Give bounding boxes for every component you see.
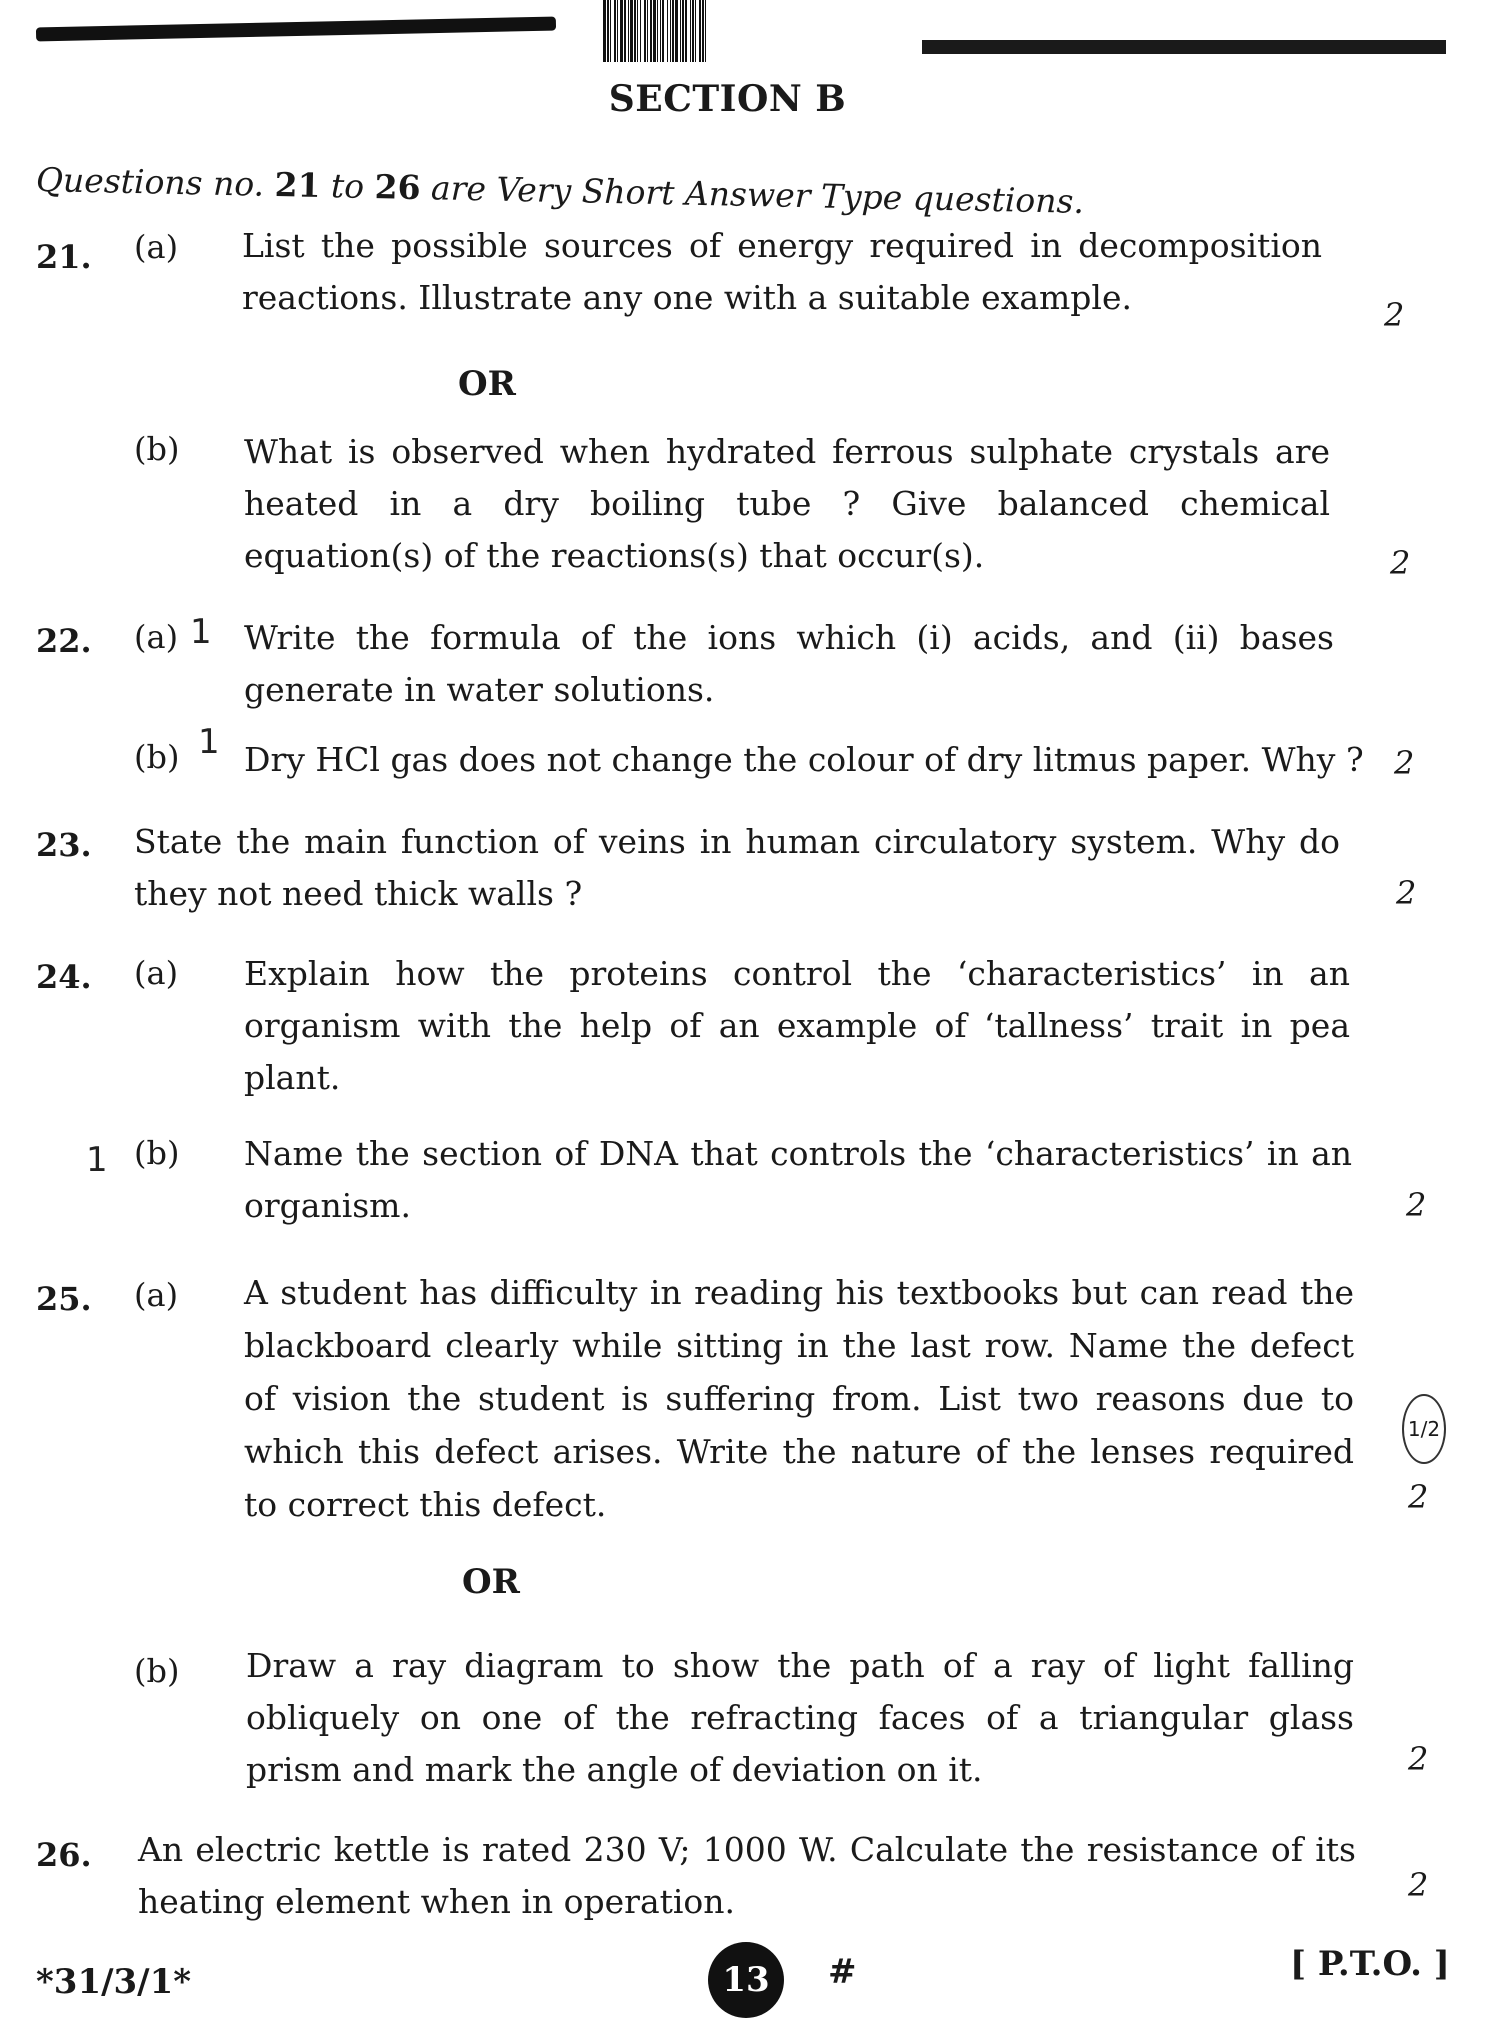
- part-label: (a): [134, 228, 179, 266]
- instruction: Questions no. 21 to 26 are Very Short Answer Type questions.: [35, 160, 1085, 221]
- part-label: (a): [134, 1276, 179, 1314]
- question-number: 26.: [36, 1836, 92, 1874]
- question-number: 23.: [36, 826, 92, 864]
- part-label: (a): [134, 954, 179, 992]
- barcode: [603, 0, 879, 62]
- part-label: (b): [134, 738, 180, 776]
- marks: 2: [1408, 1478, 1429, 1516]
- handwritten-mark: 1: [190, 612, 212, 652]
- please-turn-over: [ P.T.O. ]: [1290, 1944, 1450, 1984]
- part-label: (b): [134, 1134, 180, 1172]
- question-text: A student has difficulty in reading his textbooks but can read the blackboard clearly while sitting in the last row. Name the defect of vision the student is suffering from. List two reasons due to which this defect arises. Write the nature of the lenses required to correct this defect.: [244, 1273, 1354, 1524]
- header-bar-right: [922, 40, 1446, 54]
- marks: 2: [1396, 874, 1417, 912]
- question-text: An electric kettle is rated 230 V; 1000 W. Calculate the resistance of its heating element when in operation.: [138, 1830, 1356, 1921]
- marks: 2: [1394, 744, 1415, 782]
- page-number: 13: [708, 1942, 784, 2018]
- part-label: (a): [134, 618, 179, 656]
- handwritten-mark: 1: [86, 1140, 108, 1180]
- question-text: Write the formula of the ions which (i) acids, and (ii) bases generate in water solutions.: [244, 618, 1334, 709]
- question-number: 24.: [36, 958, 92, 996]
- part-label: (b): [134, 1652, 180, 1690]
- question-text: Draw a ray diagram to show the path of a ray of light falling obliquely on one of the refracting faces of a triangular glass prism and mark the angle of deviation on it.: [246, 1646, 1354, 1789]
- marks: 2: [1384, 296, 1405, 334]
- question-number: 22.: [36, 622, 92, 660]
- part-label: (b): [134, 430, 180, 468]
- question-text: Explain how the proteins control the ‘characteristics’ in an organism with the help of an example of ‘tallness’ trait in pea plant.: [244, 954, 1350, 1097]
- section-title: SECTION B: [608, 78, 847, 120]
- question-text: State the main function of veins in human circulatory system. Why do they not need thick walls ?: [134, 822, 1340, 913]
- handwritten-mark: 1: [198, 722, 220, 762]
- hash-symbol: #: [828, 1952, 857, 1992]
- marks: 2: [1406, 1186, 1427, 1224]
- marks: 2: [1390, 544, 1411, 582]
- paper-code: *31/3/1*: [36, 1962, 192, 2002]
- marks: 2: [1408, 1866, 1429, 1904]
- question-number: 21.: [36, 238, 92, 276]
- header-bar-left: [36, 17, 556, 42]
- question-text: What is observed when hydrated ferrous sulphate crystals are heated in a dry boiling tube ? Give balanced chemical equation(s) of the reactions(s) that occur(s).: [244, 432, 1330, 575]
- or-divider: OR: [462, 1562, 520, 1602]
- question-text: Dry HCl gas does not change the colour of dry litmus paper. Why ?: [244, 740, 1364, 779]
- question-number: 25.: [36, 1280, 92, 1318]
- marks: 2: [1408, 1740, 1429, 1778]
- or-divider: OR: [458, 364, 516, 404]
- question-text: List the possible sources of energy required in decomposition reactions. Illustrate any one with a suitable example.: [242, 226, 1322, 317]
- handwritten-half-mark: 1/2: [1402, 1394, 1446, 1464]
- question-text: Name the section of DNA that controls the ‘characteristics’ in an organism.: [244, 1134, 1352, 1225]
